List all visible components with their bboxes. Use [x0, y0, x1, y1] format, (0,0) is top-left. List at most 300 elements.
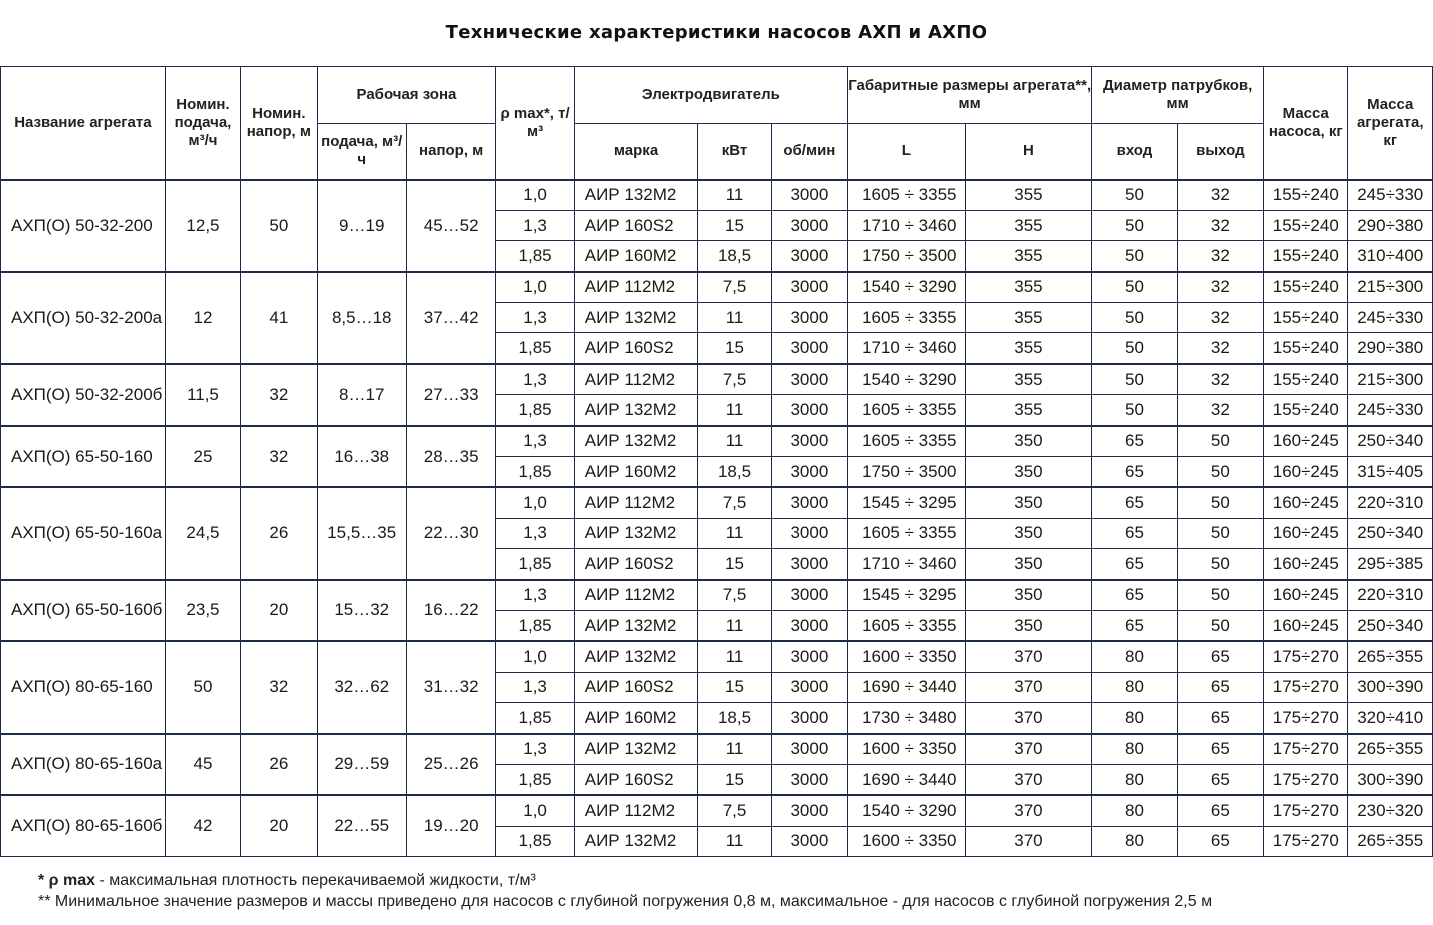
wz-flow-cell: 29…59 [317, 734, 406, 796]
unit-mass-cell: 215÷300 [1348, 364, 1433, 395]
dim-h-cell: 355 [965, 210, 1092, 240]
density-cell: 1,3 [496, 672, 574, 702]
pipe-out-cell: 50 [1177, 518, 1263, 548]
wz-flow-cell: 9…19 [317, 180, 406, 272]
motor-brand-cell: АИР 160S2 [574, 764, 698, 795]
motor-kw-cell: 7,5 [698, 364, 771, 395]
motor-rpm-cell: 3000 [771, 518, 847, 548]
dim-h-cell: 350 [965, 426, 1092, 457]
header-nom-head: Номин. напор, м [241, 67, 317, 180]
motor-brand-cell: АИР 160М2 [574, 241, 698, 272]
motor-rpm-cell: 3000 [771, 180, 847, 211]
footnote-density [38, 870, 1212, 891]
pump-mass-cell: 160÷245 [1264, 518, 1348, 548]
dim-h-cell: 355 [965, 272, 1092, 303]
motor-kw-cell: 11 [698, 180, 771, 211]
motor-brand-cell: АИР 132М2 [574, 610, 698, 641]
pipe-out-cell: 32 [1177, 210, 1263, 240]
dim-l-cell: 1730 ÷ 3480 [848, 703, 966, 734]
nom-head-cell: 20 [241, 580, 317, 642]
density-cell: 1,0 [496, 180, 574, 211]
dim-h-cell: 355 [965, 333, 1092, 364]
dim-h-cell: 355 [965, 395, 1092, 426]
dim-l-cell: 1750 ÷ 3500 [848, 241, 966, 272]
density-cell: 1,3 [496, 210, 574, 240]
header-wz-flow: подача, м³/ч [317, 124, 406, 180]
unit-name-cell: АХП(О) 65-50-160б [1, 580, 166, 642]
unit-mass-cell: 250÷340 [1348, 610, 1433, 641]
dim-h-cell: 370 [965, 795, 1092, 826]
dim-l-cell: 1540 ÷ 3290 [848, 272, 966, 303]
motor-brand-cell: АИР 112М2 [574, 272, 698, 303]
pipe-out-cell: 32 [1177, 180, 1263, 211]
motor-brand-cell: АИР 112М2 [574, 795, 698, 826]
unit-name-cell: АХП(О) 50-32-200 [1, 180, 166, 272]
unit-mass-cell: 310÷400 [1348, 241, 1433, 272]
wz-head-cell: 28…35 [406, 426, 495, 488]
unit-mass-cell: 300÷390 [1348, 764, 1433, 795]
unit-mass-cell: 215÷300 [1348, 272, 1433, 303]
motor-brand-cell: АИР 160S2 [574, 672, 698, 702]
motor-brand-cell: АИР 160S2 [574, 210, 698, 240]
footnote-density-label: * ρ max [38, 872, 96, 889]
dim-h-cell: 350 [965, 457, 1092, 488]
dim-h-cell: 350 [965, 487, 1092, 518]
dim-h-cell: 370 [965, 734, 1092, 765]
pump-mass-cell: 155÷240 [1264, 333, 1348, 364]
pipe-out-cell: 50 [1177, 610, 1263, 641]
header-pipe-out: выход [1177, 124, 1263, 180]
pipe-out-cell: 65 [1177, 795, 1263, 826]
motor-rpm-cell: 3000 [771, 241, 847, 272]
header-motor: Электродвигатель [574, 67, 847, 124]
motor-kw-cell: 15 [698, 333, 771, 364]
motor-kw-cell: 11 [698, 426, 771, 457]
pump-mass-cell: 160÷245 [1264, 549, 1348, 580]
motor-brand-cell: АИР 132М2 [574, 426, 698, 457]
nom-head-cell: 50 [241, 180, 317, 272]
table-row [1, 180, 1433, 211]
table-row [1, 426, 1433, 457]
dim-h-cell: 350 [965, 580, 1092, 611]
nom-flow-cell: 11,5 [165, 364, 240, 426]
wz-flow-cell: 15…32 [317, 580, 406, 642]
dim-l-cell: 1750 ÷ 3500 [848, 457, 966, 488]
density-cell: 1,3 [496, 303, 574, 333]
pump-mass-cell: 175÷270 [1264, 734, 1348, 765]
motor-brand-cell: АИР 160М2 [574, 703, 698, 734]
pipe-in-cell: 50 [1092, 180, 1177, 211]
motor-rpm-cell: 3000 [771, 210, 847, 240]
unit-mass-cell: 245÷330 [1348, 180, 1433, 211]
pipe-out-cell: 32 [1177, 272, 1263, 303]
nom-head-cell: 20 [241, 795, 317, 856]
pump-mass-cell: 155÷240 [1264, 241, 1348, 272]
motor-rpm-cell: 3000 [771, 487, 847, 518]
unit-name-cell: АХП(О) 50-32-200а [1, 272, 166, 364]
pipe-in-cell: 50 [1092, 395, 1177, 426]
motor-brand-cell: АИР 112М2 [574, 487, 698, 518]
pipe-in-cell: 80 [1092, 734, 1177, 765]
pipe-in-cell: 50 [1092, 241, 1177, 272]
wz-head-cell: 16…22 [406, 580, 495, 642]
density-cell: 1,0 [496, 795, 574, 826]
unit-mass-cell: 245÷330 [1348, 303, 1433, 333]
pipe-in-cell: 50 [1092, 210, 1177, 240]
motor-brand-cell: АИР 160S2 [574, 333, 698, 364]
wz-head-cell: 22…30 [406, 487, 495, 579]
unit-name-cell: АХП(О) 65-50-160а [1, 487, 166, 579]
pump-mass-cell: 175÷270 [1264, 764, 1348, 795]
pipe-out-cell: 32 [1177, 303, 1263, 333]
pipe-in-cell: 50 [1092, 333, 1177, 364]
pump-mass-cell: 155÷240 [1264, 272, 1348, 303]
dim-l-cell: 1545 ÷ 3295 [848, 580, 966, 611]
motor-brand-cell: АИР 132М2 [574, 641, 698, 672]
pump-mass-cell: 160÷245 [1264, 610, 1348, 641]
density-cell: 1,3 [496, 734, 574, 765]
dim-l-cell: 1540 ÷ 3290 [848, 364, 966, 395]
unit-mass-cell: 320÷410 [1348, 703, 1433, 734]
header-name: Название агрегата [1, 67, 166, 180]
wz-head-cell: 31…32 [406, 641, 495, 733]
motor-kw-cell: 11 [698, 610, 771, 641]
pump-mass-cell: 160÷245 [1264, 580, 1348, 611]
header-pipe-in: вход [1092, 124, 1177, 180]
dim-h-cell: 350 [965, 518, 1092, 548]
nom-flow-cell: 42 [165, 795, 240, 856]
pump-mass-cell: 155÷240 [1264, 180, 1348, 211]
table-header [1, 67, 1433, 180]
motor-kw-cell: 11 [698, 826, 771, 856]
nom-flow-cell: 24,5 [165, 487, 240, 579]
nom-flow-cell: 23,5 [165, 580, 240, 642]
dim-l-cell: 1605 ÷ 3355 [848, 518, 966, 548]
pipe-out-cell: 50 [1177, 549, 1263, 580]
dim-l-cell: 1690 ÷ 3440 [848, 672, 966, 702]
density-cell: 1,0 [496, 641, 574, 672]
dim-h-cell: 350 [965, 549, 1092, 580]
motor-rpm-cell: 3000 [771, 364, 847, 395]
pipe-in-cell: 80 [1092, 672, 1177, 702]
header-density: ρ max*, т/м³ [496, 67, 574, 180]
density-cell: 1,85 [496, 333, 574, 364]
pump-mass-cell: 155÷240 [1264, 364, 1348, 395]
dim-l-cell: 1605 ÷ 3355 [848, 180, 966, 211]
header-wz-head: напор, м [406, 124, 495, 180]
nom-head-cell: 26 [241, 734, 317, 796]
pump-mass-cell: 175÷270 [1264, 672, 1348, 702]
nom-head-cell: 32 [241, 364, 317, 426]
unit-mass-cell: 265÷355 [1348, 641, 1433, 672]
footnotes [38, 870, 1212, 912]
motor-rpm-cell: 3000 [771, 580, 847, 611]
unit-mass-cell: 245÷330 [1348, 395, 1433, 426]
motor-kw-cell: 11 [698, 641, 771, 672]
pipe-out-cell: 32 [1177, 395, 1263, 426]
motor-kw-cell: 11 [698, 303, 771, 333]
motor-rpm-cell: 3000 [771, 426, 847, 457]
dim-l-cell: 1710 ÷ 3460 [848, 549, 966, 580]
motor-brand-cell: АИР 132М2 [574, 395, 698, 426]
nom-head-cell: 26 [241, 487, 317, 579]
dim-l-cell: 1540 ÷ 3290 [848, 795, 966, 826]
motor-kw-cell: 11 [698, 518, 771, 548]
wz-flow-cell: 22…55 [317, 795, 406, 856]
motor-rpm-cell: 3000 [771, 272, 847, 303]
motor-kw-cell: 11 [698, 734, 771, 765]
pipe-out-cell: 65 [1177, 734, 1263, 765]
motor-kw-cell: 11 [698, 395, 771, 426]
density-cell: 1,85 [496, 826, 574, 856]
dim-l-cell: 1710 ÷ 3460 [848, 333, 966, 364]
motor-kw-cell: 18,5 [698, 457, 771, 488]
footnote-dimensions: ** Минимальное значение размеров и массы приведено для насосов с глубиной погружения 0,8 м, максимальное - для насосов с глубиной погружения 2,5 м [38, 893, 1213, 910]
motor-rpm-cell: 3000 [771, 457, 847, 488]
unit-mass-cell: 290÷380 [1348, 210, 1433, 240]
header-work-zone: Рабочая зона [317, 67, 496, 124]
pipe-in-cell: 65 [1092, 518, 1177, 548]
motor-rpm-cell: 3000 [771, 703, 847, 734]
wz-head-cell: 27…33 [406, 364, 495, 426]
wz-flow-cell: 8…17 [317, 364, 406, 426]
dim-h-cell: 355 [965, 364, 1092, 395]
density-cell: 1,3 [496, 364, 574, 395]
motor-brand-cell: АИР 132М2 [574, 826, 698, 856]
dim-l-cell: 1600 ÷ 3350 [848, 826, 966, 856]
motor-brand-cell: АИР 160S2 [574, 549, 698, 580]
dim-l-cell: 1605 ÷ 3355 [848, 303, 966, 333]
unit-mass-cell: 250÷340 [1348, 518, 1433, 548]
pipe-in-cell: 65 [1092, 610, 1177, 641]
unit-name-cell: АХП(О) 65-50-160 [1, 426, 166, 488]
dim-l-cell: 1605 ÷ 3355 [848, 395, 966, 426]
motor-rpm-cell: 3000 [771, 795, 847, 826]
nom-flow-cell: 12,5 [165, 180, 240, 272]
header-motor-rpm: об/мин [771, 124, 847, 180]
pipe-in-cell: 80 [1092, 795, 1177, 826]
header-nom-flow: Номин. подача, м³/ч [165, 67, 240, 180]
density-cell: 1,85 [496, 549, 574, 580]
density-cell: 1,0 [496, 272, 574, 303]
pipe-in-cell: 65 [1092, 580, 1177, 611]
header-pipe: Диаметр патрубков, мм [1092, 67, 1264, 124]
pipe-out-cell: 32 [1177, 241, 1263, 272]
pump-mass-cell: 175÷270 [1264, 703, 1348, 734]
unit-name-cell: АХП(О) 80-65-160 [1, 641, 166, 733]
pump-mass-cell: 175÷270 [1264, 641, 1348, 672]
table-row [1, 487, 1433, 518]
wz-flow-cell: 15,5…35 [317, 487, 406, 579]
pipe-in-cell: 50 [1092, 364, 1177, 395]
pipe-out-cell: 65 [1177, 764, 1263, 795]
motor-kw-cell: 15 [698, 210, 771, 240]
dim-h-cell: 370 [965, 826, 1092, 856]
motor-brand-cell: АИР 132М2 [574, 518, 698, 548]
pipe-in-cell: 50 [1092, 272, 1177, 303]
density-cell: 1,85 [496, 703, 574, 734]
pipe-out-cell: 32 [1177, 364, 1263, 395]
table-row [1, 364, 1433, 395]
table-row [1, 795, 1433, 826]
unit-name-cell: АХП(О) 50-32-200б [1, 364, 166, 426]
pump-mass-cell: 160÷245 [1264, 457, 1348, 488]
pump-mass-cell: 175÷270 [1264, 795, 1348, 826]
wz-head-cell: 25…26 [406, 734, 495, 796]
motor-rpm-cell: 3000 [771, 764, 847, 795]
motor-kw-cell: 15 [698, 672, 771, 702]
nom-head-cell: 32 [241, 426, 317, 488]
nom-flow-cell: 50 [165, 641, 240, 733]
motor-rpm-cell: 3000 [771, 672, 847, 702]
pipe-out-cell: 50 [1177, 426, 1263, 457]
unit-name-cell: АХП(О) 80-65-160б [1, 795, 166, 856]
motor-kw-cell: 15 [698, 549, 771, 580]
unit-mass-cell: 290÷380 [1348, 333, 1433, 364]
motor-brand-cell: АИР 112М2 [574, 364, 698, 395]
header-dim-l: L [848, 124, 966, 180]
motor-rpm-cell: 3000 [771, 734, 847, 765]
nom-flow-cell: 45 [165, 734, 240, 796]
density-cell: 1,0 [496, 487, 574, 518]
unit-mass-cell: 220÷310 [1348, 580, 1433, 611]
motor-rpm-cell: 3000 [771, 826, 847, 856]
pump-mass-cell: 155÷240 [1264, 303, 1348, 333]
motor-brand-cell: АИР 132М2 [574, 303, 698, 333]
wz-head-cell: 37…42 [406, 272, 495, 364]
unit-mass-cell: 265÷355 [1348, 826, 1433, 856]
unit-mass-cell: 295÷385 [1348, 549, 1433, 580]
pipe-out-cell: 65 [1177, 826, 1263, 856]
table-row [1, 580, 1433, 611]
motor-kw-cell: 7,5 [698, 487, 771, 518]
table-row [1, 734, 1433, 765]
dim-l-cell: 1600 ÷ 3350 [848, 641, 966, 672]
pipe-out-cell: 65 [1177, 672, 1263, 702]
header-dim-h: H [965, 124, 1092, 180]
density-cell: 1,3 [496, 580, 574, 611]
motor-rpm-cell: 3000 [771, 395, 847, 426]
wz-flow-cell: 32…62 [317, 641, 406, 733]
nom-head-cell: 41 [241, 272, 317, 364]
motor-rpm-cell: 3000 [771, 303, 847, 333]
dim-l-cell: 1605 ÷ 3355 [848, 426, 966, 457]
motor-rpm-cell: 3000 [771, 333, 847, 364]
nom-flow-cell: 12 [165, 272, 240, 364]
unit-mass-cell: 220÷310 [1348, 487, 1433, 518]
pipe-out-cell: 50 [1177, 457, 1263, 488]
wz-head-cell: 45…52 [406, 180, 495, 272]
footnote-density-text: - максимальная плотность перекачиваемой жидкости, т/м³ [95, 872, 536, 889]
page-title: Технические характеристики насосов АХП и АХПО [445, 22, 988, 43]
density-cell: 1,85 [496, 457, 574, 488]
pipe-out-cell: 65 [1177, 703, 1263, 734]
pipe-in-cell: 50 [1092, 303, 1177, 333]
unit-name-cell: АХП(О) 80-65-160а [1, 734, 166, 796]
pipe-out-cell: 65 [1177, 641, 1263, 672]
motor-rpm-cell: 3000 [771, 610, 847, 641]
unit-mass-cell: 300÷390 [1348, 672, 1433, 702]
wz-flow-cell: 8,5…18 [317, 272, 406, 364]
table-row [1, 641, 1433, 672]
pipe-in-cell: 80 [1092, 826, 1177, 856]
pipe-in-cell: 65 [1092, 426, 1177, 457]
motor-kw-cell: 15 [698, 764, 771, 795]
pipe-in-cell: 65 [1092, 549, 1177, 580]
motor-brand-cell: АИР 132М2 [574, 180, 698, 211]
pipe-in-cell: 65 [1092, 457, 1177, 488]
motor-rpm-cell: 3000 [771, 549, 847, 580]
unit-mass-cell: 250÷340 [1348, 426, 1433, 457]
dim-l-cell: 1710 ÷ 3460 [848, 210, 966, 240]
dim-h-cell: 370 [965, 672, 1092, 702]
pump-mass-cell: 175÷270 [1264, 826, 1348, 856]
pipe-out-cell: 32 [1177, 333, 1263, 364]
dim-l-cell: 1605 ÷ 3355 [848, 610, 966, 641]
wz-flow-cell: 16…38 [317, 426, 406, 488]
density-cell: 1,3 [496, 426, 574, 457]
unit-mass-cell: 230÷320 [1348, 795, 1433, 826]
motor-kw-cell: 7,5 [698, 795, 771, 826]
motor-brand-cell: АИР 132М2 [574, 734, 698, 765]
motor-kw-cell: 18,5 [698, 241, 771, 272]
density-cell: 1,85 [496, 395, 574, 426]
header-motor-kw: кВт [698, 124, 771, 180]
dim-l-cell: 1545 ÷ 3295 [848, 487, 966, 518]
density-cell: 1,85 [496, 764, 574, 795]
pipe-out-cell: 50 [1177, 487, 1263, 518]
pipe-in-cell: 65 [1092, 487, 1177, 518]
unit-mass-cell: 265÷355 [1348, 734, 1433, 765]
dim-l-cell: 1600 ÷ 3350 [848, 734, 966, 765]
dim-h-cell: 370 [965, 764, 1092, 795]
pipe-in-cell: 80 [1092, 641, 1177, 672]
pump-mass-cell: 155÷240 [1264, 395, 1348, 426]
header-dims: Габаритные размеры агрегата**, мм [848, 67, 1092, 124]
density-cell: 1,85 [496, 241, 574, 272]
nom-head-cell: 32 [241, 641, 317, 733]
pump-mass-cell: 160÷245 [1264, 487, 1348, 518]
dim-h-cell: 370 [965, 641, 1092, 672]
density-cell: 1,85 [496, 610, 574, 641]
unit-mass-cell: 315÷405 [1348, 457, 1433, 488]
wz-head-cell: 19…20 [406, 795, 495, 856]
pump-mass-cell: 155÷240 [1264, 210, 1348, 240]
pump-mass-cell: 160÷245 [1264, 426, 1348, 457]
table-row [1, 272, 1433, 303]
motor-rpm-cell: 3000 [771, 641, 847, 672]
motor-kw-cell: 7,5 [698, 272, 771, 303]
dim-h-cell: 370 [965, 703, 1092, 734]
density-cell: 1,3 [496, 518, 574, 548]
dim-h-cell: 355 [965, 180, 1092, 211]
dim-h-cell: 355 [965, 303, 1092, 333]
header-motor-brand: марка [574, 124, 698, 180]
pipe-in-cell: 80 [1092, 764, 1177, 795]
pipe-in-cell: 80 [1092, 703, 1177, 734]
motor-kw-cell: 7,5 [698, 580, 771, 611]
motor-kw-cell: 18,5 [698, 703, 771, 734]
motor-brand-cell: АИР 112М2 [574, 580, 698, 611]
header-unit-mass: Масса агрегата, кг [1348, 67, 1433, 180]
table-body [1, 180, 1433, 857]
dim-l-cell: 1690 ÷ 3440 [848, 764, 966, 795]
pipe-out-cell: 50 [1177, 580, 1263, 611]
dim-h-cell: 350 [965, 610, 1092, 641]
dim-h-cell: 355 [965, 241, 1092, 272]
header-pump-mass: Масса насоса, кг [1264, 67, 1348, 180]
nom-flow-cell: 25 [165, 426, 240, 488]
